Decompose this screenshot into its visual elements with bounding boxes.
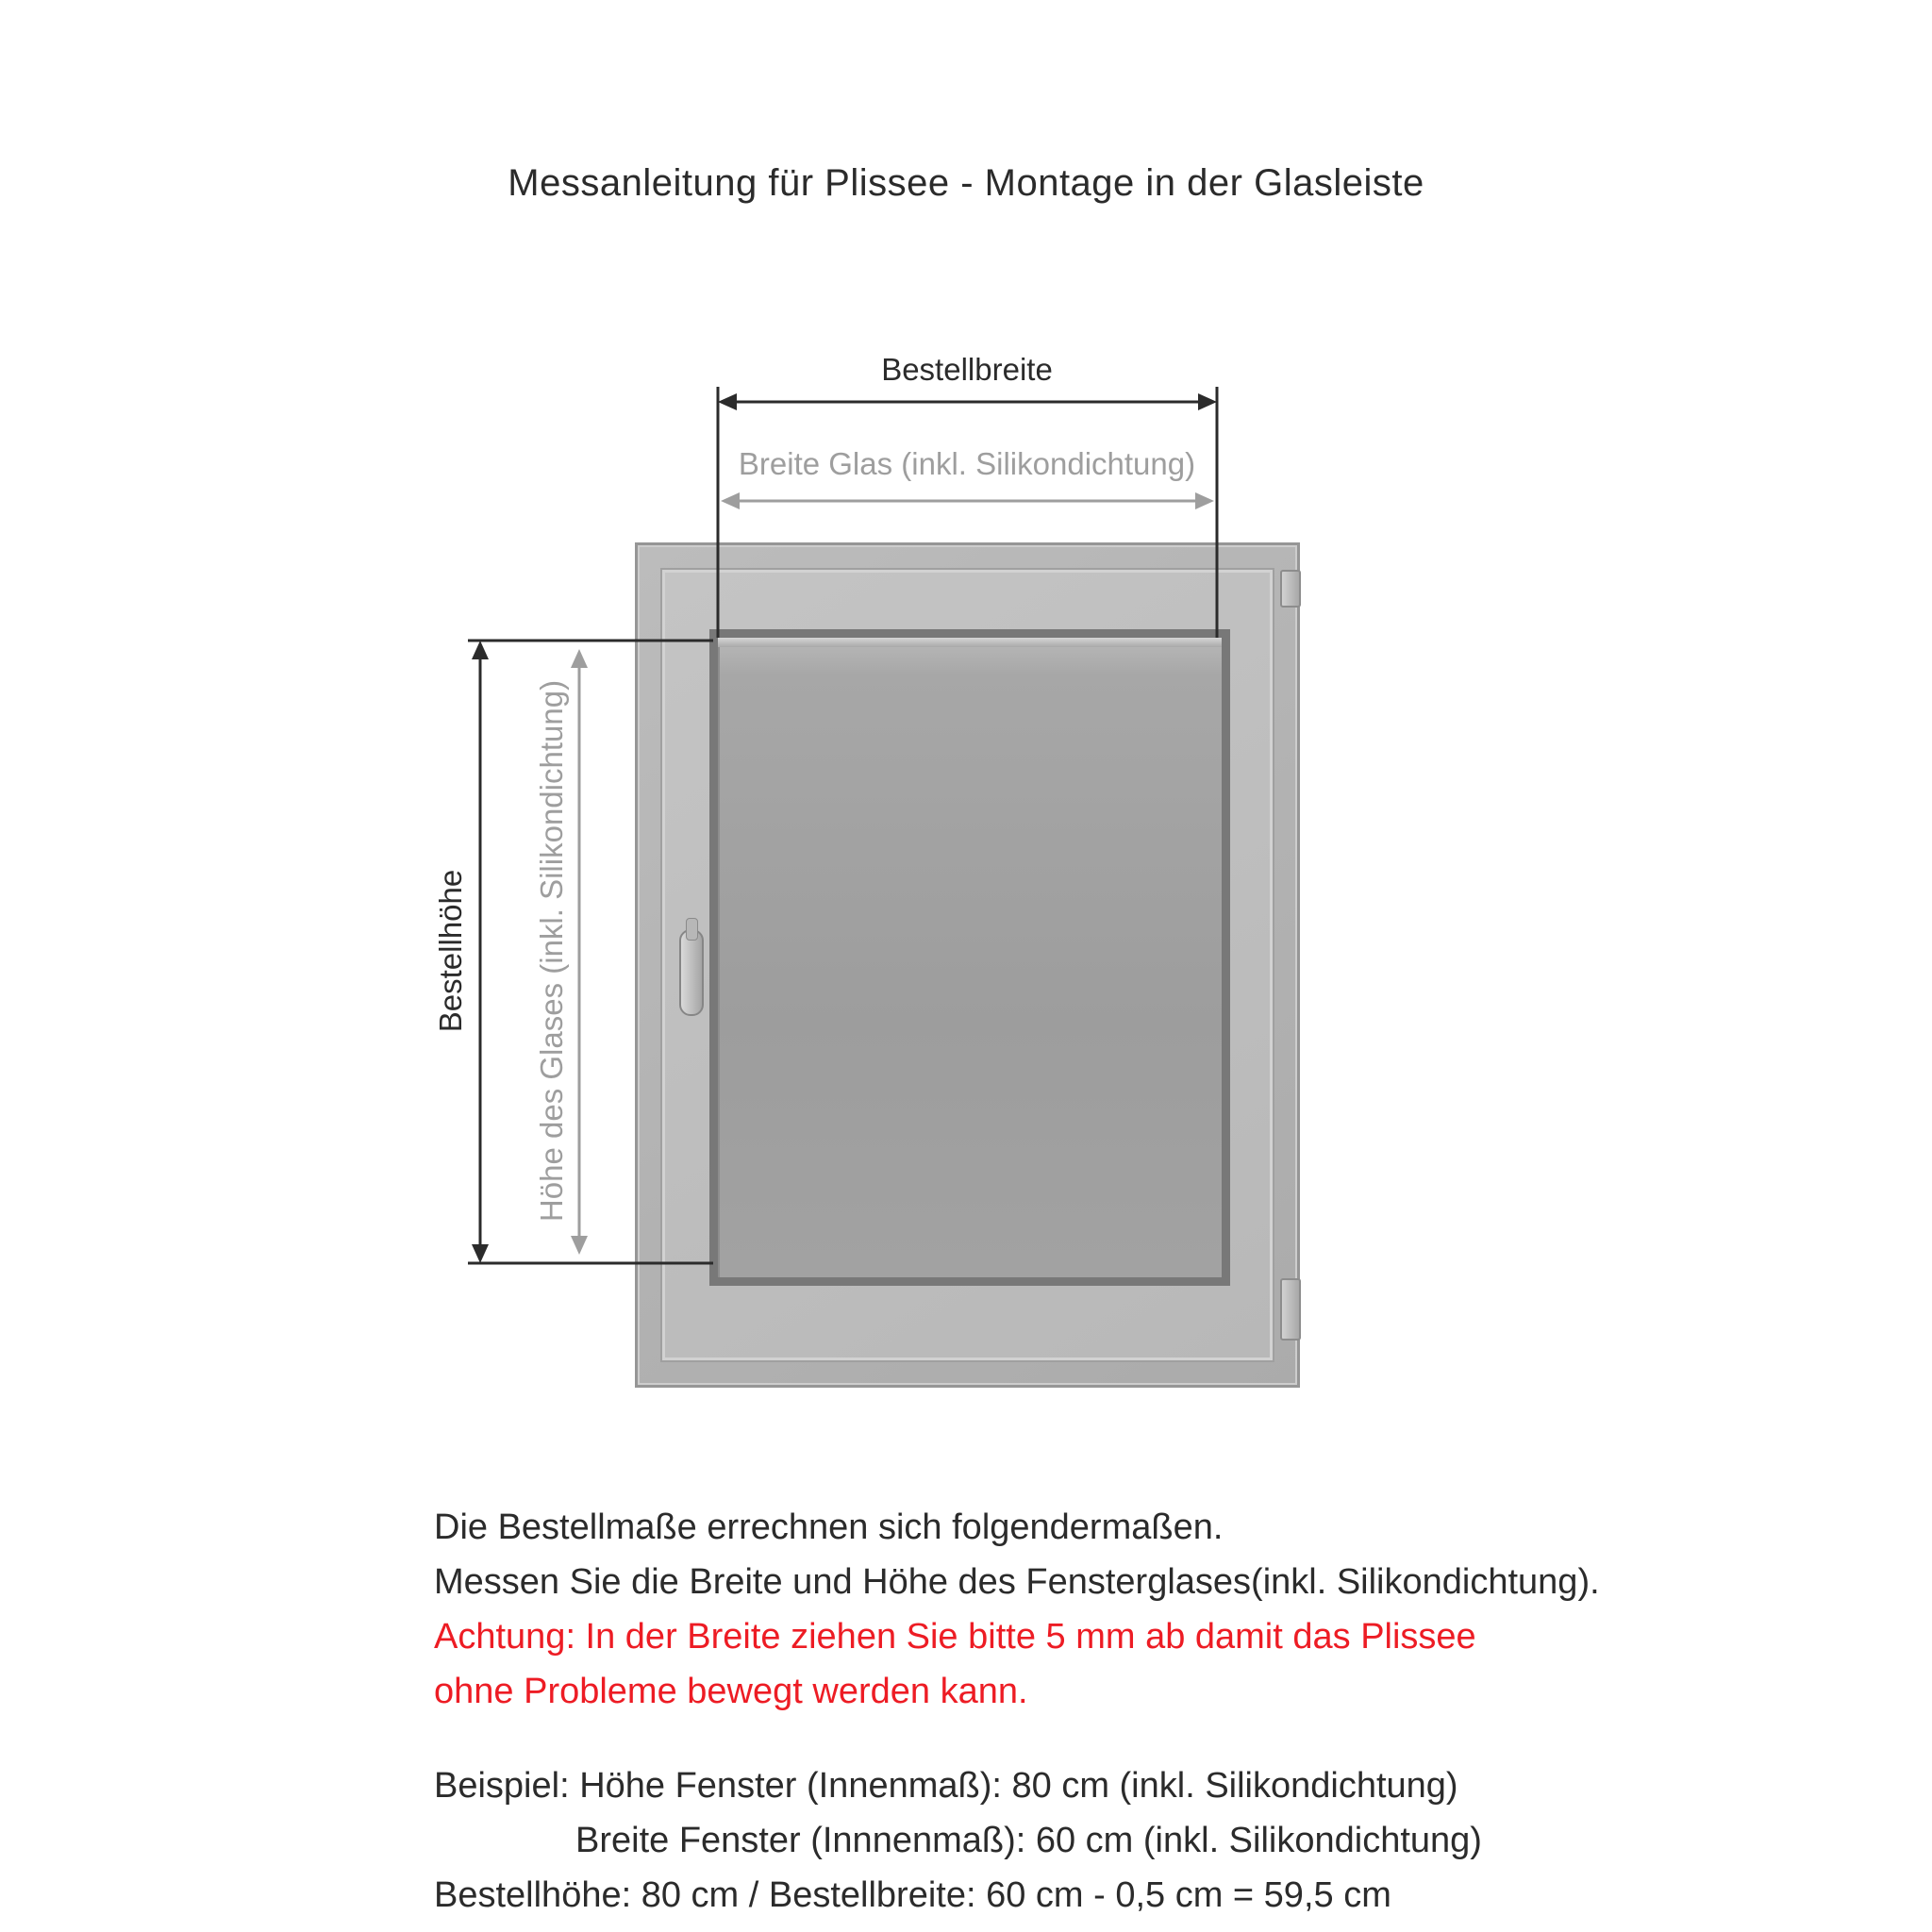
bestellhoehe-label: Bestellhöhe bbox=[433, 869, 468, 1033]
hoehe-glas-label: Höhe des Glases (inkl. Silikondichtung) bbox=[534, 679, 569, 1223]
example-block bbox=[434, 1758, 1774, 1923]
example-line: Bestellhöhe: 80 cm / Bestellbreite: 60 cm - 0,5 cm = 59,5 cm bbox=[434, 1875, 1391, 1915]
warning-line: Achtung: In der Breite ziehen Sie bitte 5 mm ab damit das Plissee bbox=[434, 1617, 1476, 1657]
example-line: Beispiel: Höhe Fenster (Innenmaß): 80 cm (inkl. Silikondichtung) bbox=[434, 1766, 1458, 1806]
window-outer-frame bbox=[635, 542, 1300, 1388]
page-title: Messanleitung für Plissee - Montage in der Glasleiste bbox=[508, 162, 1424, 204]
instruction-text-block bbox=[434, 1500, 1774, 1923]
bestellbreite-label: Bestellbreite bbox=[881, 352, 1053, 387]
example-line: Breite Fenster (Innnenmaß): 60 cm (inkl. Silikondichtung) bbox=[575, 1821, 1482, 1860]
hinge-bottom bbox=[1280, 1278, 1301, 1341]
glass-top-bead bbox=[718, 638, 1222, 647]
hoehe-glas-arrow bbox=[571, 649, 588, 1255]
breite-glas-arrow bbox=[721, 492, 1214, 509]
window-glass-pane bbox=[709, 629, 1230, 1286]
hinge-top bbox=[1280, 570, 1301, 608]
instruction-line: Die Bestellmaße errechnen sich folgendermaßen. bbox=[434, 1507, 1224, 1547]
breite-glas-label: Breite Glas (inkl. Silikondichtung) bbox=[738, 446, 1196, 481]
bestellhoehe-arrow bbox=[472, 641, 489, 1263]
bestellbreite-arrow bbox=[718, 393, 1217, 410]
instruction-line: Messen Sie die Breite und Höhe des Fensterglases(inkl. Silikondichtung). bbox=[434, 1562, 1600, 1602]
warning-line: ohne Probleme bewegt werden kann. bbox=[434, 1672, 1028, 1711]
window-handle bbox=[679, 929, 704, 1016]
